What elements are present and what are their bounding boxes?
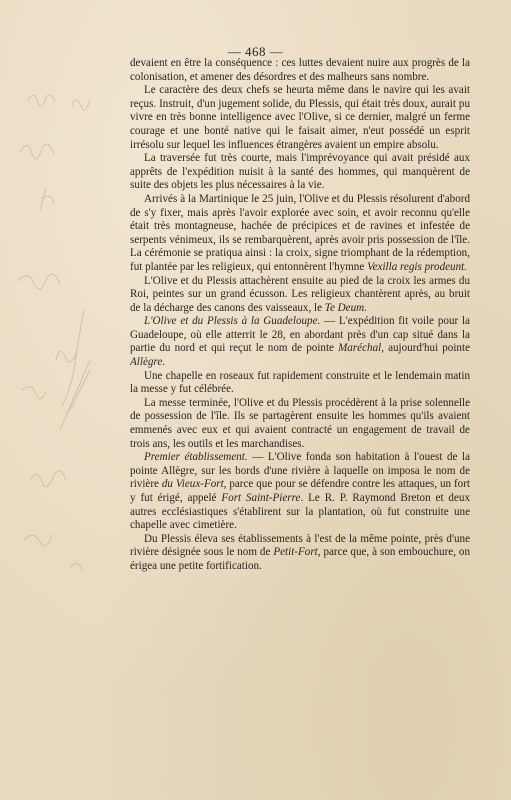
italic-run: Allègre [130, 356, 163, 369]
paragraph [130, 57, 470, 84]
text-run: L'Olive et du Plessis attachèrent ensuite au pied de la croix les armes du Roi, peintes sur un grand écusson. Les religieux chantèrent après, au bruit de la décharge des canons des vaisseaux, le [130, 274, 470, 314]
text-run: Du Plessis éleva ses établissements à l'est de la même pointe, près d'une rivière désignée sous le nom de [130, 532, 470, 559]
text-run: — L'Olive fonda son habitation à l'ouest de la pointe Allègre, sur les bords d'une rivière à laquelle on imposa le nom de rivière [130, 451, 470, 491]
text-run: . Le R. P. Raymond Breton et deux autres ecclésiastiques s'établirent sur la plantation, où fut construite une chapelle avec cimetière. [130, 492, 470, 532]
margin-handwriting [0, 60, 120, 620]
italic-run: du Vieux-Fort [161, 478, 224, 491]
text-run: Une chapelle en roseaux fut rapidement construite et le lendemain matin la messe y fut célébrée. [130, 369, 470, 396]
italic-run: Maréchal [338, 342, 382, 355]
text-run: , parce que pour se défendre contre les attaques, un fort y fut érigé, appelé [130, 478, 470, 504]
paragraph [130, 397, 470, 451]
paragraph [130, 533, 470, 574]
italic-run: Premier établissement. [144, 451, 248, 464]
paragraph [130, 370, 470, 397]
text-run: . [162, 356, 166, 369]
text-run: — L'expédition fit voile pour la Guadeloupe, où elle atterrit le 28, en abordant près d'un cap situé dans la partie du nord et qui reçut le nom de pointe [130, 315, 470, 355]
paragraph [130, 275, 470, 316]
paragraph [130, 152, 470, 193]
paragraph [130, 451, 470, 533]
italic-run: Fort Saint-Pierre [221, 492, 301, 504]
paragraph [130, 193, 470, 275]
italic-run: L'Olive et du Plessis à la Guadeloupe. [144, 315, 321, 328]
body-text [130, 57, 470, 574]
italic-run: Petit-Fort [273, 546, 318, 559]
paragraph [130, 315, 470, 369]
text-run: La messe terminée, l'Olive et du Plessis procédèrent à la prise solennelle de possession de l'île. Ils se partagèrent ensuite les hommes qu'ils avaient emmenés avec eux et qui avaient contracté un engagement de travail de trois ans, les outils et les marchandises. [130, 396, 470, 450]
text-run: , parce que, à son embouchure, on érigea une petite fortification. [130, 546, 470, 572]
text-run: devaient en être la conséquence : ces luttes devaient nuire aux progrès de la colonisation, et amener des désordres et des malheurs sans nombre. [130, 57, 470, 83]
text-run: Le caractère des deux chefs se heurta même dans le navire qui les avait reçus. Instruit, d'un jugement solide, du Plessis, qui était très doux, aurait pu vivre en très bonne intelligence avec l'Olive, si ce dernier, malgré un ferme courage et une bonté native qui le faisait aimer, n'eut possédé un esprit irrésolu sur lequel les influences étrangères avaient un empire absolu. [130, 84, 470, 151]
italic-run: Vexilla regis prodeunt. [367, 260, 467, 273]
text-run: La traversée fut très courte, mais l'imprévoyance qui avait présidé aux apprêts de l'expédition nuisit à la santé des hommes, qui manquèrent de suite des objets les plus nécessaires à la vie. [130, 152, 470, 192]
page-number: — 468 — [227, 44, 284, 59]
italic-run: Te Deum. [324, 301, 367, 314]
paragraph [130, 84, 470, 152]
text-run: , aujourd'hui pointe [381, 342, 470, 355]
text-run: Arrivés à la Martinique le 25 juin, l'Olive et du Plessis résolurent d'abord de s'y fixer, mais après l'avoir explorée avec soin, et avoir reconnu qu'elle était très montagneuse, hachée de précipices et de ravines et infestée de serpents vénimeux, ils se rembarquèrent, après avoir pris possession de l'île. La cérémonie se pratiqua ainsi : la croix, signe triomphant de la rédemption, fut plantée par les religieux, qui entonnèrent l'hymne [130, 192, 470, 273]
